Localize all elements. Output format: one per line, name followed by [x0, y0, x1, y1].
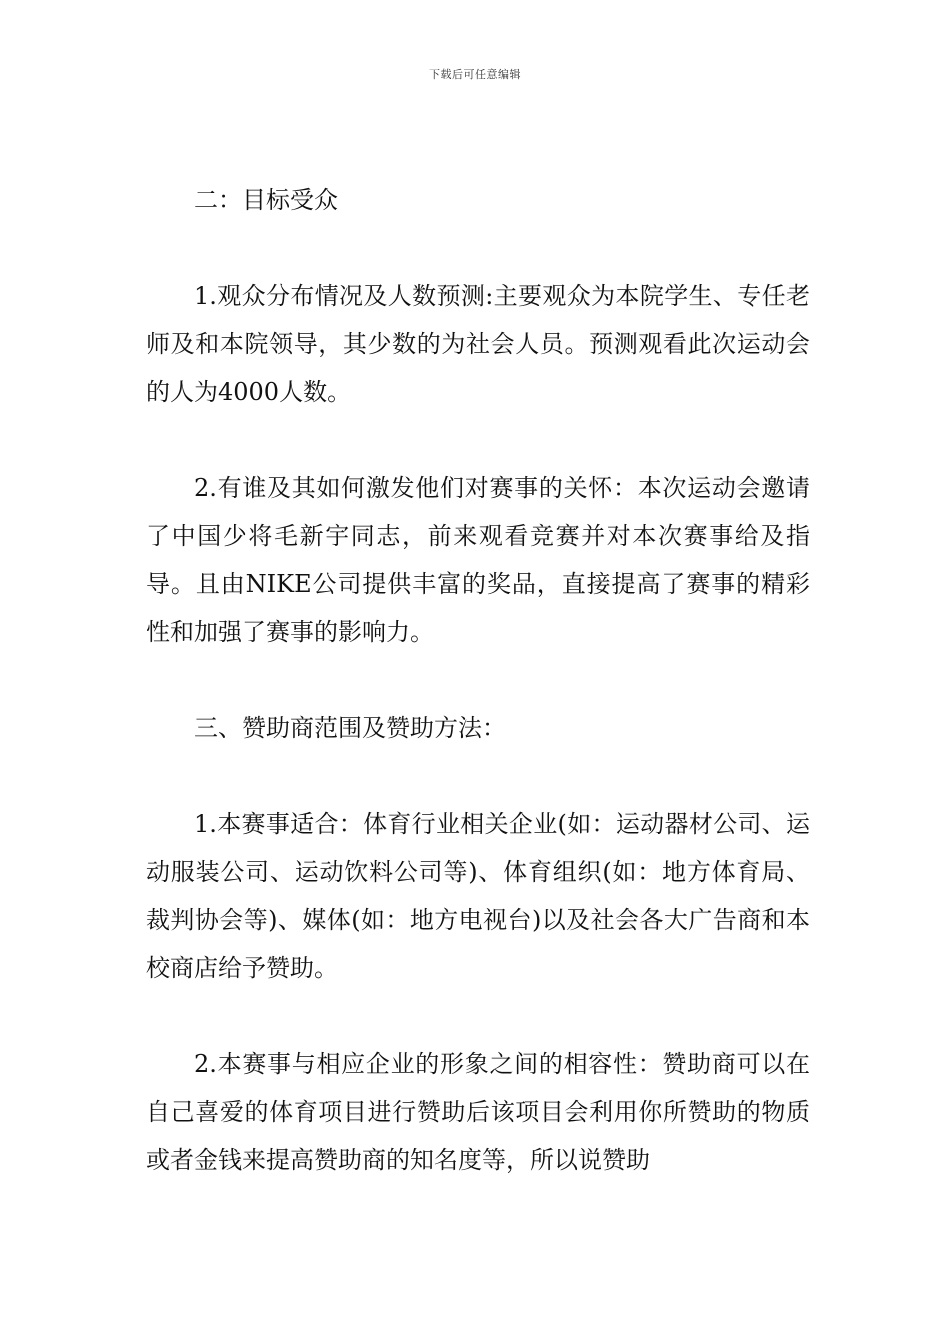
paragraph-gap: [146, 224, 810, 272]
paragraph-gap: [146, 416, 810, 464]
section-heading-sponsors: 三、赞助商范围及赞助方法：: [194, 714, 506, 742]
paragraph-gap: [146, 992, 810, 1040]
paragraph-sponsor-suitability: 1.本赛事适合：体育行业相关企业(如：运动器材公司、运动服装公司、运动饮料公司等)、体育组织(如：地方体育局、裁判协会等)、媒体(如：地方电视台)以及社会各大广告商和本校商店给予赞助。: [146, 810, 810, 982]
document-body: [146, 176, 810, 1184]
paragraph-sponsor-compatibility: 2.本赛事与相应企业的形象之间的相容性：赞助商可以在自己喜爱的体育项目进行赞助后该项目会利用你所赞助的物质或者金钱来提高赞助商的知名度等，所以说赞助: [146, 1050, 810, 1174]
paragraph-gap: [146, 752, 810, 800]
section-heading-target-audience: 二：目标受众: [194, 186, 338, 214]
paragraph-gap: [146, 656, 810, 704]
page-header: 下载后可任意编辑: [429, 68, 521, 81]
paragraph-audience-distribution: 1.观众分布情况及人数预测:主要观众为本院学生、专任老师及和本院领导，其少数的为社会人员。预测观看此次运动会的人为4000人数。: [146, 282, 810, 406]
paragraph-audience-motivation: 2.有谁及其如何激发他们对赛事的关怀：本次运动会邀请了中国少将毛新宇同志，前来观看竞赛并对本次赛事给及指导。且由NIKE公司提供丰富的奖品，直接提高了赛事的精彩性和加强了赛事的影响力。: [146, 474, 810, 646]
